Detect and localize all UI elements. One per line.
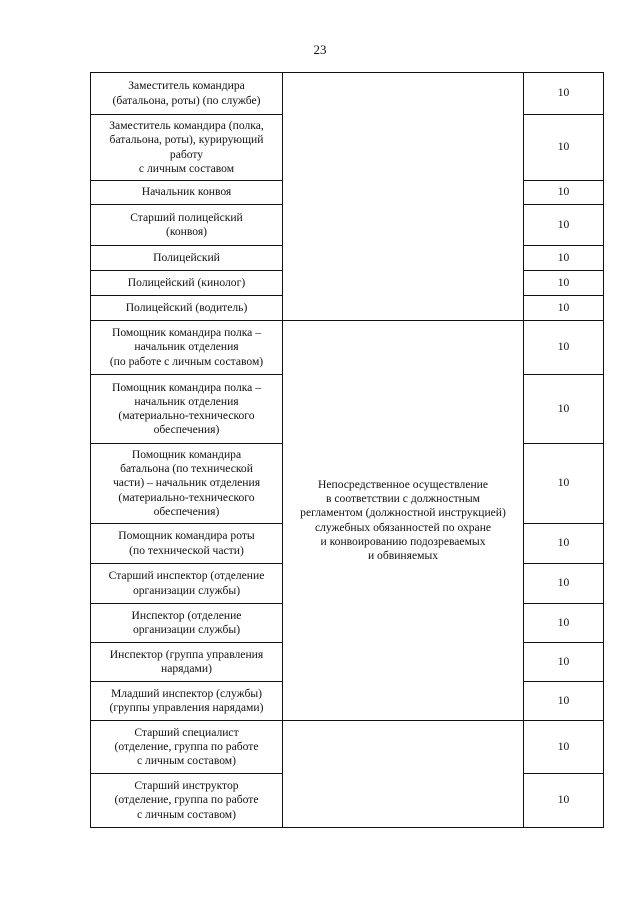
- value-cell: 10: [524, 115, 604, 181]
- value-cell: 10: [524, 604, 604, 643]
- position-cell: Полицейский (кинолог): [91, 271, 283, 296]
- position-cell: Помощник командира полка – начальник отделения (материально-технического обеспечения): [91, 375, 283, 444]
- position-cell: Старший полицейский (конвоя): [91, 205, 283, 246]
- value-cell: 10: [524, 682, 604, 721]
- value-cell: 10: [524, 721, 604, 774]
- position-cell: Инспектор (группа управления нарядами): [91, 643, 283, 682]
- page-number: 23: [313, 42, 327, 57]
- position-cell: Помощник командира батальона (по технической части) – начальник отделения (материально-технического обеспечения): [91, 444, 283, 524]
- value-cell: 10: [524, 205, 604, 246]
- position-cell: Старший инструктор (отделение, группа по работе с личным составом): [91, 774, 283, 828]
- value-cell: 10: [524, 444, 604, 524]
- position-cell: Инспектор (отделение организации службы): [91, 604, 283, 643]
- value-cell: 10: [524, 774, 604, 828]
- table-row: [91, 721, 604, 774]
- position-cell: Начальник конвоя: [91, 181, 283, 205]
- position-cell: Младший инспектор (службы) (группы управления нарядами): [91, 682, 283, 721]
- value-cell: 10: [524, 375, 604, 444]
- value-cell: 10: [524, 524, 604, 564]
- duties-table: [90, 72, 604, 828]
- position-cell: Полицейский: [91, 246, 283, 271]
- position-cell: Старший инспектор (отделение организации службы): [91, 564, 283, 604]
- position-cell: Полицейский (водитель): [91, 296, 283, 321]
- position-cell: Помощник командира полка – начальник отделения (по работе с личным составом): [91, 321, 283, 375]
- table-row: [91, 73, 604, 115]
- value-cell: 10: [524, 73, 604, 115]
- value-cell: 10: [524, 246, 604, 271]
- value-cell: 10: [524, 643, 604, 682]
- position-cell: Помощник командира роты (по технической части): [91, 524, 283, 564]
- value-cell: 10: [524, 181, 604, 205]
- duty-description-cell: Непосредственное осуществление в соответствии с должностным регламентом (должностной инструкцией) служебных обязанностей по охране и конвоированию подозреваемых и обвиняемых: [283, 321, 524, 721]
- duty-description-cell: [283, 73, 524, 321]
- value-cell: 10: [524, 564, 604, 604]
- table-row: [91, 321, 604, 375]
- position-cell: Старший специалист (отделение, группа по работе с личным составом): [91, 721, 283, 774]
- position-cell: Заместитель командира (полка, батальона, роты), курирующий работу с личным составом: [91, 115, 283, 181]
- duty-description-cell: [283, 721, 524, 828]
- value-cell: 10: [524, 296, 604, 321]
- value-cell: 10: [524, 321, 604, 375]
- value-cell: 10: [524, 271, 604, 296]
- position-cell: Заместитель командира (батальона, роты) (по службе): [91, 73, 283, 115]
